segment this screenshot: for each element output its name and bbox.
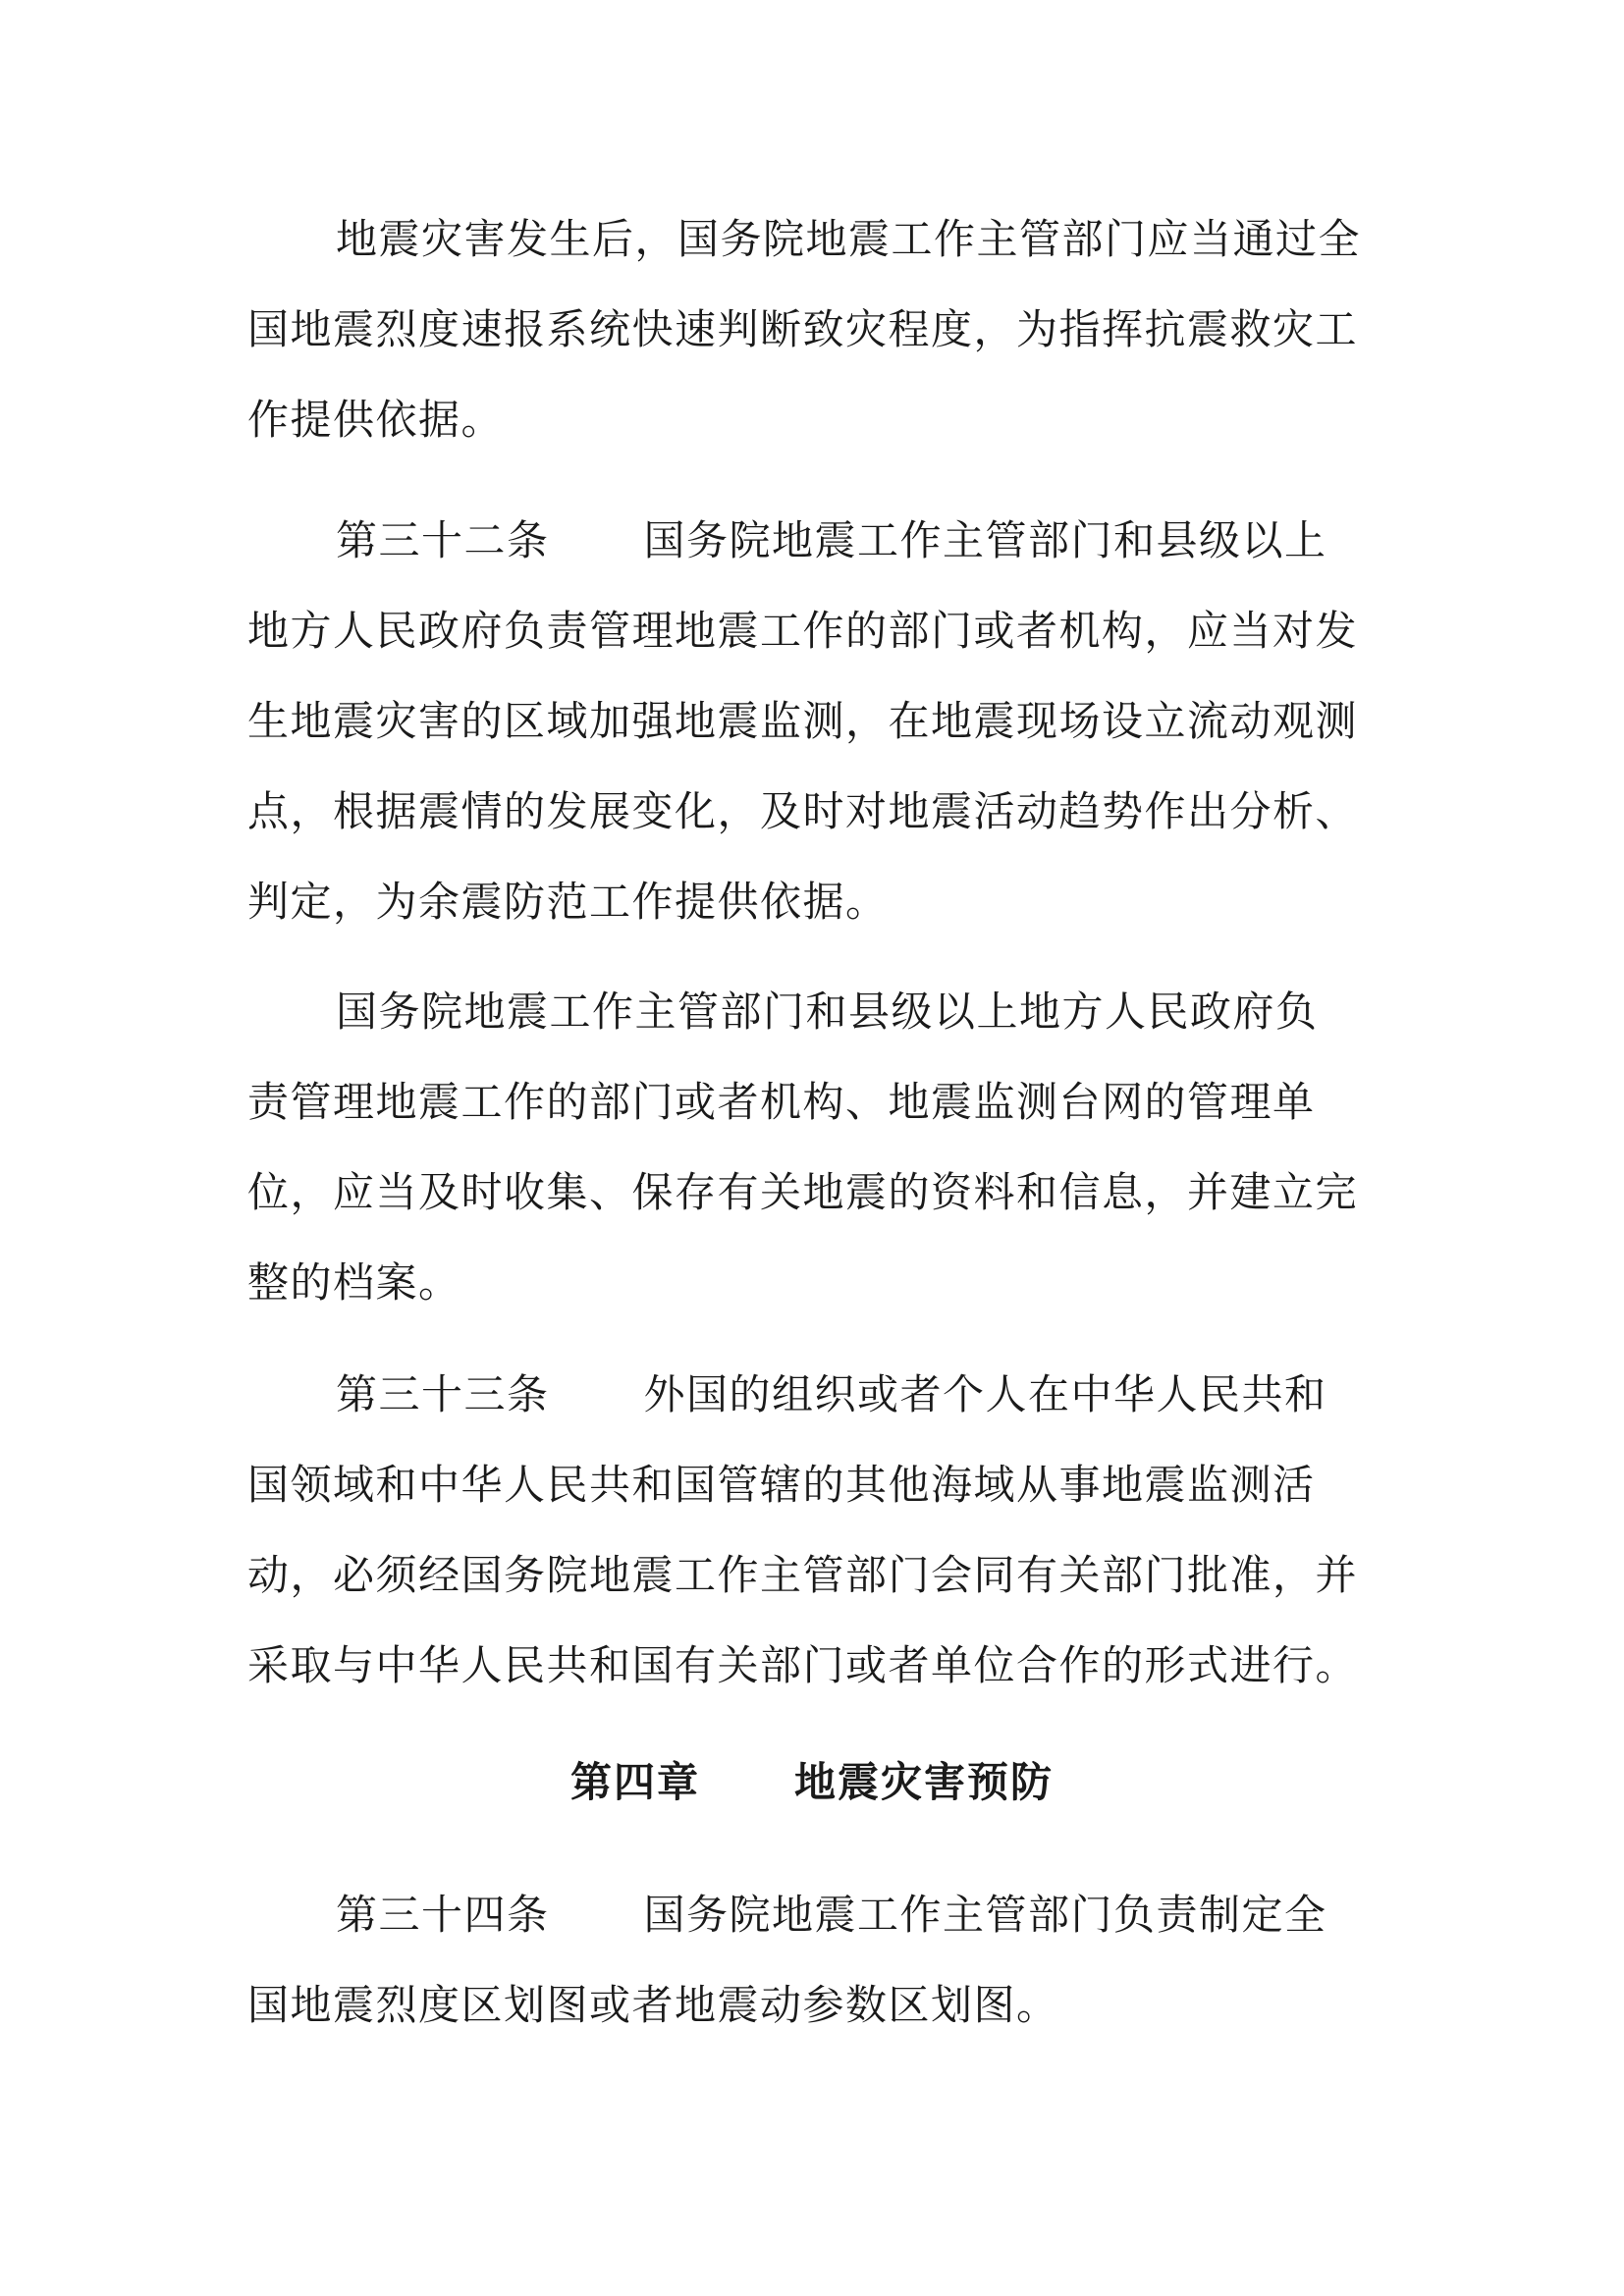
text-line: 作提供依据。 xyxy=(247,396,505,444)
article-33 xyxy=(247,1350,1386,1711)
chapter-title: 地震灾害预防 xyxy=(794,1758,1055,1806)
chapter-heading xyxy=(0,1737,1624,1828)
text-line: 位，应当及时收集、保存有关地震的资料和信息，并建立完 xyxy=(247,1168,1359,1216)
article-text: 国务院地震工作主管部门和县级以上 xyxy=(643,516,1327,564)
article-32 xyxy=(247,496,1386,947)
text-line xyxy=(247,1350,1386,1440)
text-line: 点，根据震情的发展变化，及时对地震活动趋势作出分析、 xyxy=(247,787,1359,835)
text-line: 动，必须经国务院地震工作主管部门会同有关部门批准，并 xyxy=(247,1551,1359,1599)
text-line: 采取与中华人民共和国有关部门或者单位合作的形式进行。 xyxy=(247,1641,1359,1689)
text-line: 地震灾害发生后，国务院地震工作主管部门应当通过全 xyxy=(336,215,1362,263)
text-line: 国务院地震工作主管部门和县级以上地方人民政府负 xyxy=(336,988,1319,1036)
paragraph-archive-records xyxy=(247,967,1386,1328)
text-line: 责管理地震工作的部门或者机构、地震监测台网的管理单 xyxy=(247,1078,1316,1126)
text-line xyxy=(247,1870,1386,1960)
text-line: 整的档案。 xyxy=(247,1258,461,1307)
chapter-number: 第四章 xyxy=(569,1758,700,1806)
article-text: 外国的组织或者个人在中华人民共和 xyxy=(643,1370,1327,1418)
text-line: 生地震灾害的区域加强地震监测，在地震现场设立流动观测 xyxy=(247,697,1359,745)
text-line: 国领域和中华人民共和国管辖的其他海域从事地震监测活 xyxy=(247,1461,1316,1509)
text-line: 判定，为余震防范工作提供依据。 xyxy=(247,878,889,926)
text-line: 国地震烈度速报系统快速判断致灾程度，为指挥抗震救灾工 xyxy=(247,305,1359,353)
article-34 xyxy=(247,1870,1386,2051)
text-line: 地方人民政府负责管理地震工作的部门或者机构，应当对发 xyxy=(247,607,1359,655)
paragraph-earthquake-intensity-report xyxy=(247,194,1386,465)
text-line: 国地震烈度区划图或者地震动参数区划图。 xyxy=(247,1981,1059,2029)
text-line xyxy=(247,496,1386,586)
article-number: 第三十二条 xyxy=(336,516,550,564)
article-number: 第三十四条 xyxy=(336,1891,550,1939)
article-text: 国务院地震工作主管部门负责制定全 xyxy=(643,1891,1327,1939)
article-number: 第三十三条 xyxy=(336,1370,550,1418)
